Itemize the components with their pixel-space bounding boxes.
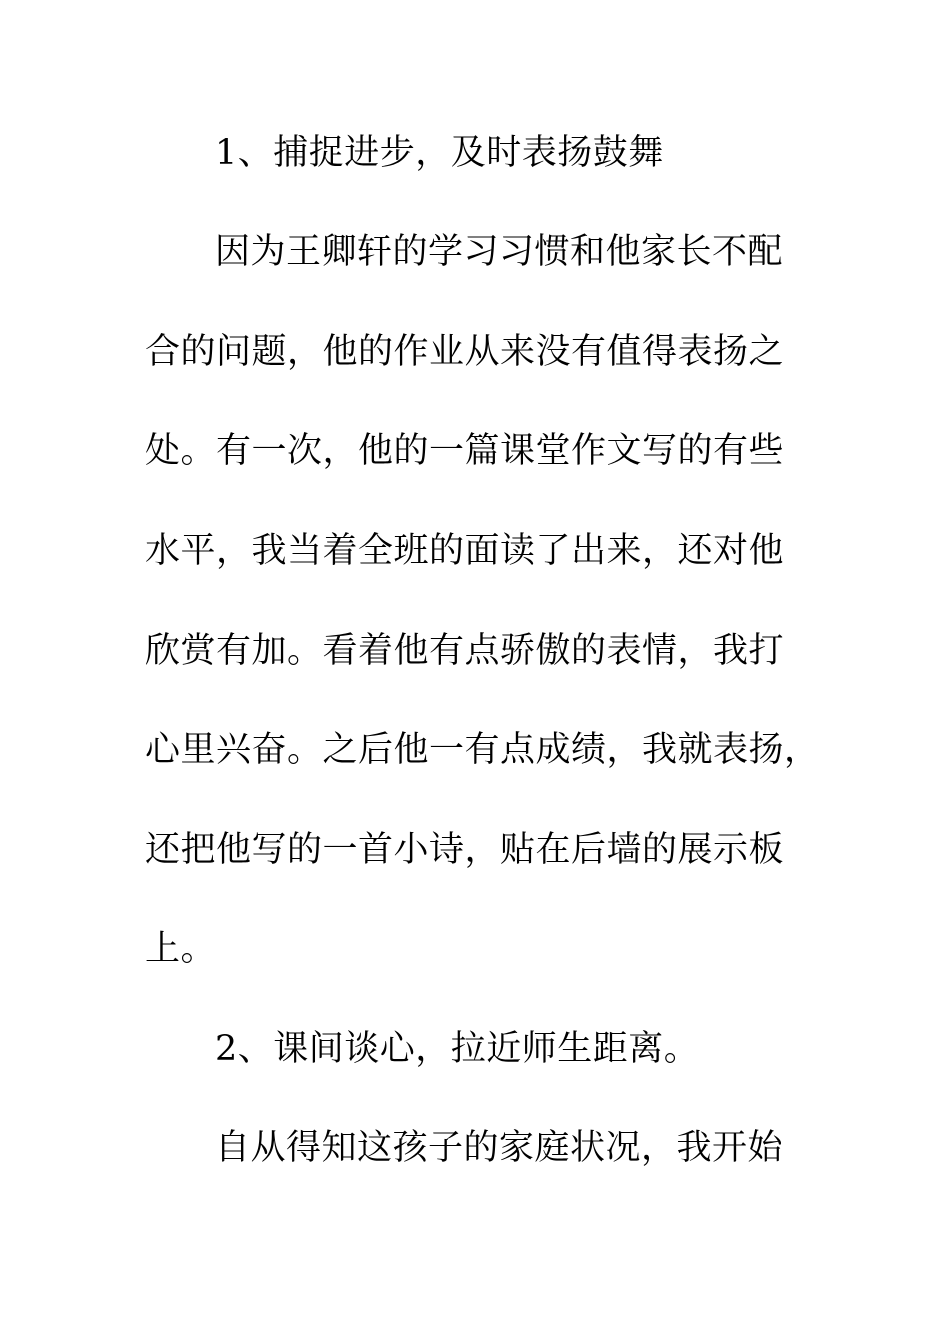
- paragraph-line: 还把他写的一首小诗，贴在后墙的展示板: [145, 830, 785, 870]
- paragraph-line: 处。有一次，他的一篇课堂作文写的有些: [145, 431, 785, 471]
- paragraph-line: 合的问题，他的作业从来没有值得表扬之: [145, 332, 785, 372]
- paragraph-line: 水平，我当着全班的面读了出来，还对他: [145, 531, 785, 571]
- paragraph-line: 因为王卿轩的学习习惯和他家长不配: [215, 232, 784, 272]
- heading-1: 1、捕捉进步，及时表扬鼓舞: [215, 133, 664, 173]
- paragraph-line: 心里兴奋。之后他一有点成绩，我就表扬，: [145, 730, 820, 770]
- heading-2: 2、课间谈心，拉近师生距离。: [215, 1029, 700, 1069]
- paragraph-line: 自从得知这孩子的家庭状况，我开始: [215, 1128, 784, 1168]
- paragraph-line: 欣赏有加。看着他有点骄傲的表情，我打: [145, 631, 785, 671]
- paragraph-line: 上。: [145, 929, 217, 969]
